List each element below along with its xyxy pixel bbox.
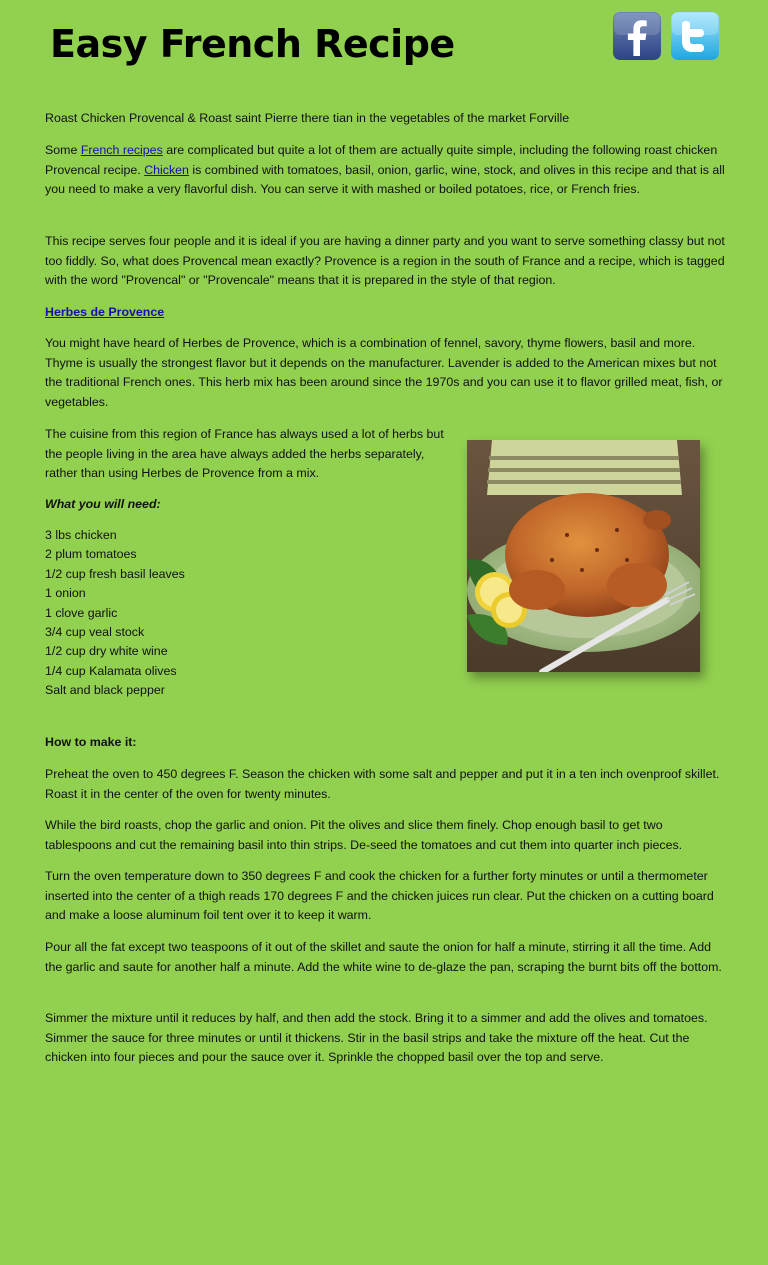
page-title: Easy French Recipe xyxy=(50,22,455,66)
list-item: 1 onion xyxy=(45,586,86,601)
twitter-icon[interactable] xyxy=(671,12,719,60)
paragraph-herbes: You might have heard of Herbes de Provence, which is a combination of fennel, savory, thyme flowers, basil and more. Thyme is usually the strongest flavor but it depends on the manufacturer. Lavender is added to the American mixes but not the traditional French ones. This herb mix has been around since the 1970s and you can use it to flavor grilled meat, fish, or vegetables. xyxy=(45,336,723,409)
list-item: 3 lbs chicken xyxy=(45,528,117,542)
step-5: Simmer the mixture until it reduces by half, and then add the stock. Bring it to a simmer and add the olives and tomatoes. Simmer the sauce for three minutes or until it thickens. Stir in the basil strips and take the mixture off the heat. Cut the chicken into four pieces and pour the sauce over it. Sprinkle the chopped basil over the top and serve. xyxy=(45,1011,708,1064)
social-links xyxy=(613,12,719,60)
list-item: 1/2 cup fresh basil leaves xyxy=(45,566,185,581)
paragraph-cuisine: The cuisine from this region of France has always used a lot of herbs but the people living in the area have always added the herbs separately, rather than using Herbes de Provence from a mix. xyxy=(45,427,444,480)
paragraph-intro: Some French recipes are complicated but quite a lot of them are actually quite simple, including the following roast chicken Provencal recipe. Chicken is combined with tomatoes, basil, onion, garlic, wine, stock, and olives in this recipe and that is all you need to make a very flavorful dish. You can serve it with mashed or boiled potatoes, rice, or French fries. xyxy=(45,143,725,196)
intro-line: Roast Chicken Provencal & Roast saint Pierre there tian in the vegetables of the market Forville xyxy=(45,111,570,125)
list-item: Salt and black pepper xyxy=(45,683,165,698)
list-item: 1 clove garlic xyxy=(45,605,118,620)
paragraph-provencal: This recipe serves four people and it is ideal if you are having a dinner party and you want to serve something classy but not too fiddly. So, what does Provencal mean exactly? Provence is a region in the south of France and a recipe, which is tagged with the word "Provencal" or "Provencale" means that it is prepared in the style of that region. xyxy=(45,234,725,287)
chicken-link[interactable]: Chicken xyxy=(144,162,189,177)
step-3: Turn the oven temperature down to 350 degrees F and cook the chicken for a further forty minutes or until a thermometer inserted into the center of a thigh reads 170 degrees F and the chicken juices run clear. Put the chicken on a cutting board and make a loose aluminum foil tent over it to keep it warm. xyxy=(45,869,714,922)
herbes-heading xyxy=(45,303,725,323)
list-item: 3/4 cup veal stock xyxy=(45,625,145,640)
herbes-de-provence-link[interactable]: Herbes de Provence xyxy=(45,305,165,319)
list-item: 1/4 cup Kalamata olives xyxy=(45,663,177,678)
step-4: Pour all the fat except two teaspoons of it out of the skillet and saute the onion for half a minute, stirring it all the time. Add the garlic and saute for another half a minute. Add the white wine to de-glaze the pan, scraping the burnt bits off the bottom. xyxy=(45,940,722,974)
need-heading: What you will need: xyxy=(45,497,161,511)
french-recipes-link[interactable]: French recipes xyxy=(80,143,163,157)
how-heading: How to make it: xyxy=(45,735,137,749)
list-item: 2 plum tomatoes xyxy=(45,547,137,562)
list-item: 1/2 cup dry white wine xyxy=(45,644,168,659)
step-2: While the bird roasts, chop the garlic and onion. Pit the olives and slice them finely. Chop enough basil to get two tablespoons and cut the remaining basil into thin strips. De-seed the tomatoes and cut them into quarter inch pieces. xyxy=(45,818,683,852)
roast-chicken-photo xyxy=(467,440,700,672)
facebook-icon[interactable] xyxy=(613,12,661,60)
step-1: Preheat the oven to 450 degrees F. Season the chicken with some salt and pepper and put it in a ten inch ovenproof skillet. Roast it in the center of the oven for twenty minutes. xyxy=(45,767,720,801)
